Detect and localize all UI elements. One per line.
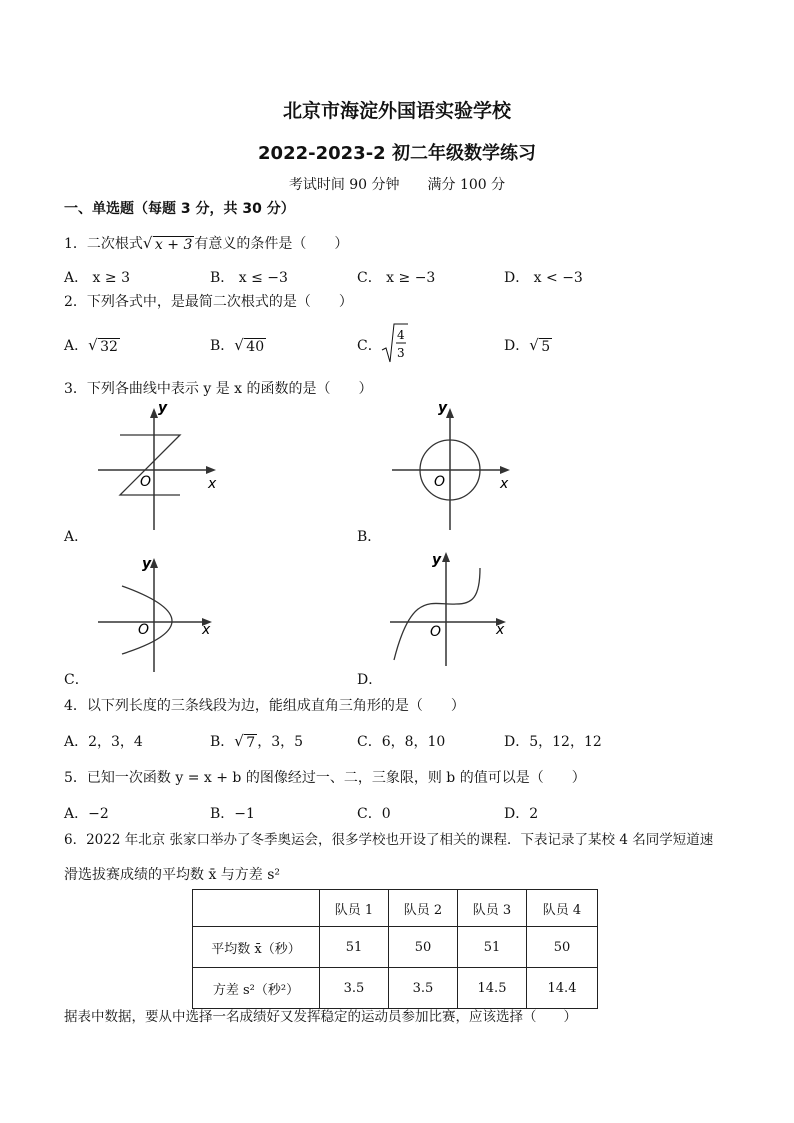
x-axis-label: x <box>496 622 505 638</box>
q2-option-c: C． <box>357 338 382 354</box>
x-axis-label: x <box>208 476 217 492</box>
question-1 <box>64 233 348 253</box>
table-cell: 队员 3 <box>458 890 527 927</box>
y-axis-label: y <box>158 400 168 416</box>
exam-title: 2022-2023-2 初二年级数学练习 <box>258 143 536 164</box>
q5-option-c: C．0 <box>357 806 391 822</box>
q1-prefix: 1．二次根式 <box>64 236 143 252</box>
table-row <box>193 968 598 1009</box>
table-cell: 50 <box>527 927 598 968</box>
q1-option-c: C． x ≥ −3 <box>357 270 436 286</box>
table-cell: 14.4 <box>527 968 598 1009</box>
question-6-prompt: 据表中数据，要从中选择一名成绩好又发挥稳定的运动员参加比赛，应该选择（ ） <box>64 1009 577 1025</box>
sqrt-expression: √ x + 3 <box>142 233 193 253</box>
q3-label-a: A． <box>64 529 89 545</box>
q4-option-d: D．5，12，12 <box>504 734 602 750</box>
question-5: 5．已知一次函数 y = x + b 的图像经过一、二，三象限，则 b 的值可以是（ ） <box>64 770 586 786</box>
graph-a <box>92 400 232 535</box>
table-cell: 队员 1 <box>320 890 389 927</box>
y-axis-label: y <box>432 552 442 568</box>
q4-option-c: C．6，8，10 <box>357 734 446 750</box>
question-3: 3．下列各曲线中表示 y 是 x 的函数的是（ ） <box>64 381 373 397</box>
q4-option-a: A．2，3，4 <box>64 734 143 750</box>
question-6-line-1: 6．2022 年北京 张家口举办了冬季奥运会，很多学校也开设了相关的课程．下表记录了某校 4 名同学短道速 <box>64 832 714 848</box>
q3-label-d: D． <box>357 672 383 688</box>
fraction-denominator: 3 <box>397 346 405 360</box>
x-axis-label: x <box>202 622 211 638</box>
table-cell: 队员 2 <box>389 890 458 927</box>
sqrt-expression: √ 40 <box>234 335 265 355</box>
y-axis-label: y <box>438 400 448 416</box>
sqrt-expression: √ 7 <box>234 731 256 751</box>
score-table <box>192 889 598 1009</box>
question-2: 2．下列各式中，是最简二次根式的是（ ） <box>64 294 353 310</box>
table-cell: 14.5 <box>458 968 527 1009</box>
q5-option-a: A．−2 <box>64 806 109 822</box>
q2-option-a: A． √ 32 <box>64 335 118 355</box>
q5-option-d: D．2 <box>504 806 539 822</box>
exam-info: 考试时间 90 分钟 满分 100 分 <box>288 177 506 193</box>
table-cell: 51 <box>458 927 527 968</box>
origin-label: O <box>434 474 446 490</box>
graph-d <box>384 548 524 670</box>
sqrt-expression: √ 32 <box>88 335 118 355</box>
q1-option-a: A． x ≥ 3 <box>64 270 130 286</box>
q3-label-c: C． <box>64 672 89 688</box>
origin-label: O <box>430 624 442 640</box>
table-cell: 3.5 <box>389 968 458 1009</box>
question-6-line-2: 滑选拔赛成绩的平均数 x̄ 与方差 s² <box>64 867 281 883</box>
fraction-numerator: 4 <box>397 328 405 342</box>
question-4: 4．以下列长度的三条线段为边，能组成直角三角形的是（ ） <box>64 698 465 714</box>
table-cell: 队员 4 <box>527 890 598 927</box>
school-title: 北京市海淀外国语实验学校 <box>282 100 511 122</box>
graph-b <box>386 400 526 535</box>
origin-label: O <box>138 622 150 638</box>
q2-option-b: B． √ 40 <box>210 335 265 355</box>
sqrt-expression: √ 5 <box>529 335 551 355</box>
table-cell: 平均数 x̄（秒） <box>193 927 320 968</box>
q5-option-b: B．−1 <box>210 806 255 822</box>
graph-c <box>92 550 232 680</box>
x-axis-label: x <box>500 476 509 492</box>
table-cell: 3.5 <box>320 968 389 1009</box>
table-row <box>193 927 598 968</box>
table-cell <box>193 890 320 927</box>
table-header-row <box>193 890 598 927</box>
sqrt-fraction <box>380 320 410 366</box>
q3-label-b: B． <box>357 529 382 545</box>
section-heading: 一、单选题（每题 3 分，共 30 分） <box>64 201 295 217</box>
q4-option-b: B． √ 7 ，3，5 <box>210 731 304 751</box>
q2-option-d: D． √ 5 <box>504 335 551 355</box>
q1-option-d: D． x < −3 <box>504 270 583 286</box>
q1-option-b: B． x ≤ −3 <box>210 270 288 286</box>
origin-label: O <box>140 474 152 490</box>
table-cell: 50 <box>389 927 458 968</box>
table-cell: 51 <box>320 927 389 968</box>
q1-suffix: 有意义的条件是（ ） <box>194 236 349 252</box>
y-axis-label: y <box>142 556 152 572</box>
table-cell: 方差 s²（秒²） <box>193 968 320 1009</box>
